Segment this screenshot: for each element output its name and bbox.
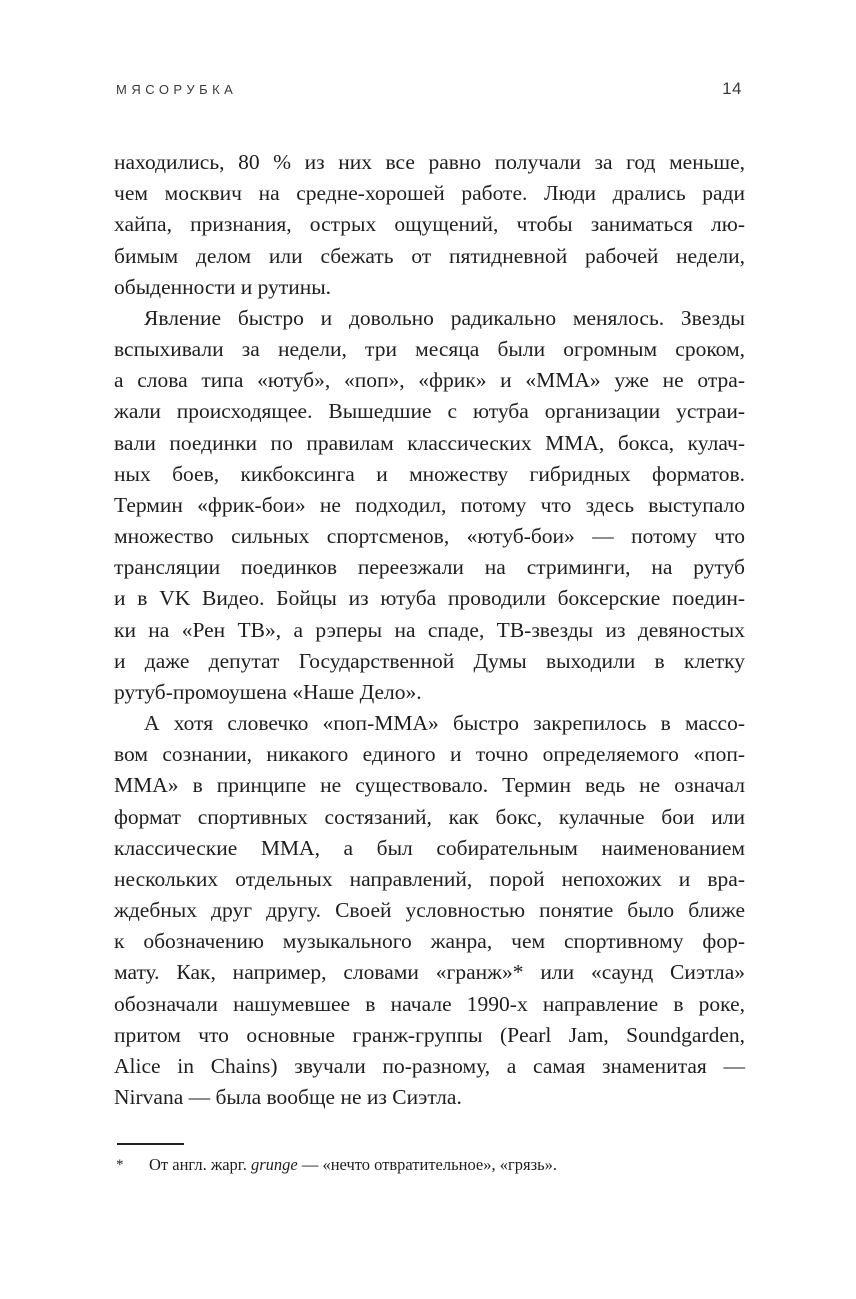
footnote-marker: * bbox=[116, 1157, 124, 1173]
footnote-text bbox=[149, 1154, 557, 1176]
text-line: бимым делом или сбежать от пятидневной рабочей недели, bbox=[114, 243, 745, 268]
footnote bbox=[114, 1143, 745, 1176]
footnote-text-prefix: От англ. жарг. bbox=[149, 1155, 251, 1174]
text-line: обыденности и рутины. bbox=[114, 274, 332, 299]
text-line: к обозначению музыкального жанра, чем спортивному фор- bbox=[114, 929, 745, 954]
footnote-term: grunge bbox=[250, 1155, 298, 1174]
body-text bbox=[114, 147, 745, 1113]
text-line: и даже депутат Государственной Думы выходили в клетку bbox=[114, 648, 745, 673]
text-line: классические ММА, а был собирательным наименованием bbox=[114, 835, 745, 860]
text-line: ждебных друг другу. Своей условностью понятие было ближе bbox=[114, 898, 745, 923]
text-line: чем москвич на средне-хорошей работе. Люди дрались ради bbox=[114, 181, 745, 206]
text-line: А хотя словечко «поп-ММА» быстро закрепилось в массо- bbox=[144, 711, 745, 736]
paragraph bbox=[114, 708, 745, 1113]
text-line: притом что основные гранж-группы (Pearl Jam, Soundgarden, bbox=[114, 1022, 745, 1047]
text-line: ных боев, кикбоксинга и множеству гибридных форматов. bbox=[114, 461, 745, 486]
text-line: жали происходящее. Вышедшие с ютуба организации устраи- bbox=[114, 399, 745, 424]
text-line: ки на «Рен ТВ», а рэперы на спаде, ТВ-звезды из девяностых bbox=[114, 617, 745, 642]
text-line: вом сознании, никакого единого и точно определяемого «поп- bbox=[114, 742, 745, 767]
text-line: Явление быстро и довольно радикально менялось. Звезды bbox=[144, 305, 745, 330]
text-line: Nirvana — была вообще не из Сиэтла. bbox=[114, 1085, 462, 1110]
paragraph bbox=[114, 147, 745, 303]
text-line: находились, 80 % из них все равно получали за год меньше, bbox=[114, 150, 745, 174]
text-line: формат спортивных состязаний, как бокс, кулачные бои или bbox=[114, 804, 745, 829]
text-line: нескольких отдельных направлений, порой непохожих и вра- bbox=[114, 866, 745, 891]
text-line: вали поединки по правилам классических ММА, бокса, кулач- bbox=[114, 430, 745, 455]
page-number: 14 bbox=[722, 79, 742, 98]
text-line: рутуб-промоушена «Наше Дело». bbox=[114, 679, 422, 704]
text-line: мату. Как, например, словами «гранж»* или «саунд Сиэтла» bbox=[114, 960, 745, 985]
text-line: Термин «фрик-бои» не подходил, потому что здесь выступало bbox=[114, 492, 745, 517]
text-line: а слова типа «ютуб», «поп», «фрик» и «ММА» уже не отра- bbox=[114, 368, 745, 393]
text-line: Alice in Chains) звучали по-разному, а самая знаменитая — bbox=[114, 1053, 745, 1078]
text-line: вспыхивали за недели, три месяца были огромным сроком, bbox=[114, 337, 745, 362]
paragraph bbox=[114, 303, 745, 708]
text-line: трансляции поединков переезжали на стриминги, на рутуб bbox=[114, 555, 745, 580]
footnote-text-suffix: — «нечто отвратительное», «грязь». bbox=[297, 1155, 558, 1174]
running-title: МЯСОРУБКА bbox=[116, 82, 238, 97]
text-line: множество сильных спортсменов, «ютуб-бои» — потому что bbox=[114, 524, 745, 549]
footnote-rule bbox=[117, 1143, 184, 1145]
text-line: ММА» в принципе не существовало. Термин ведь не означал bbox=[114, 773, 745, 798]
text-line: и в VK Видео. Бойцы из ютуба проводили боксерские поедин- bbox=[114, 586, 745, 611]
text-line: хайпа, признания, острых ощущений, чтобы заниматься лю- bbox=[114, 212, 745, 237]
text-line: обозначали нашумевшее в начале 1990-х направление в роке, bbox=[114, 991, 745, 1016]
running-head bbox=[116, 79, 742, 99]
